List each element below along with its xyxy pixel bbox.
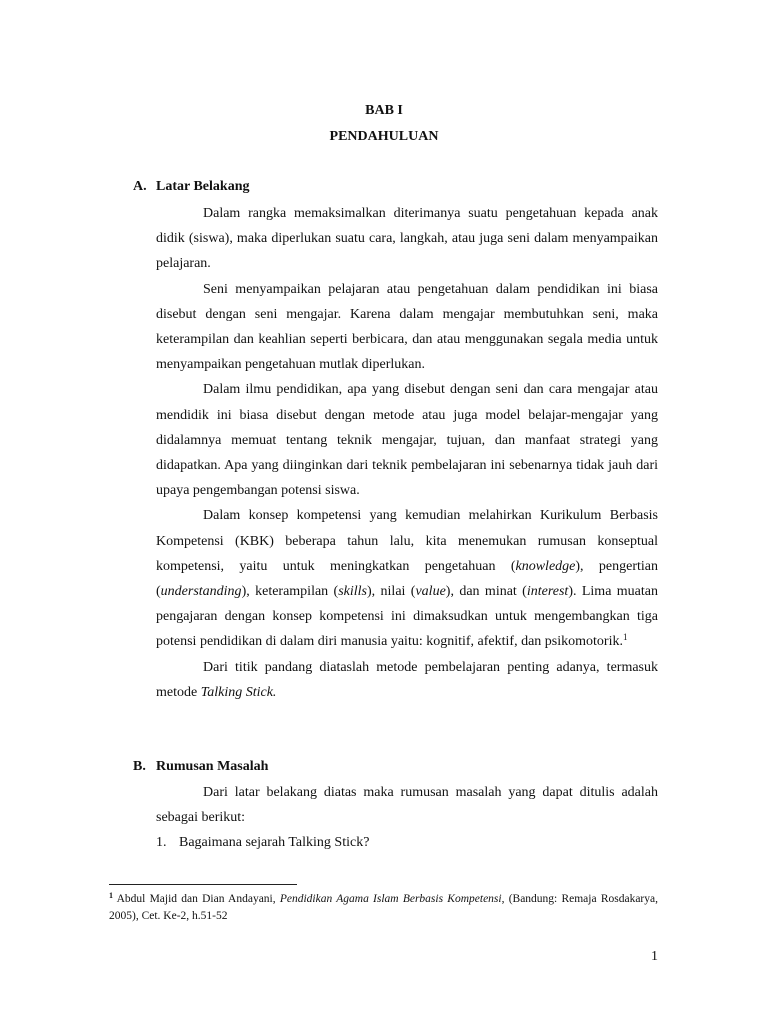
page-number: 1 bbox=[651, 949, 658, 964]
list-item bbox=[156, 830, 658, 855]
italic-term: understanding bbox=[160, 584, 242, 600]
section-a-body bbox=[156, 201, 658, 705]
text-run: Dalam konsep kompetensi yang kemudian melahirkan Kurikulum Berbasis Kompetensi (KBK) beberapa tahun lalu, kita menemukan rumusan konseptual kompetensi, yaitu untuk meningkatkan pengetahuan ( bbox=[156, 508, 658, 574]
list-number: 1. bbox=[156, 835, 167, 851]
italic-title: Pendidikan Agama Islam Berbasis Kompetensi bbox=[279, 893, 502, 905]
italic-term: interest bbox=[526, 584, 569, 600]
footnote-separator bbox=[109, 884, 297, 885]
text-run: ), pengertian ( bbox=[156, 558, 658, 600]
text-run: ), dan minat ( bbox=[445, 584, 527, 600]
section-heading-rumusan-masalah bbox=[133, 759, 268, 775]
text-run: , (Bandung: Remaja Rosdakarya, 2005), Cet. Ke-2, h.51-52 bbox=[109, 893, 658, 922]
italic-term: knowledge bbox=[515, 558, 576, 574]
list-text: Bagaimana sejarah Talking Stick? bbox=[179, 835, 370, 851]
paragraph-5 bbox=[156, 655, 658, 705]
footnote bbox=[109, 891, 658, 925]
paragraph-2: Seni menyampaikan pelajaran atau pengetahuan dalam pendidikan ini biasa disebut dengan seni mengajar. Karena dalam mengajar membutuhkan seni, maka keterampilan dan keahlian seperti berbicara, dan atau menggunakan segala media untuk menyampaikan pengetahuan mutlak diperlukan. bbox=[156, 281, 658, 373]
section-title: Rumusan Masalah bbox=[156, 759, 269, 774]
text-run: Dari titik pandang diataslah metode pembelajaran penting adanya, termasuk metode bbox=[156, 659, 658, 700]
section-letter: B. bbox=[133, 759, 146, 774]
italic-term: Talking Stick. bbox=[200, 684, 277, 700]
footnote-number: 1 bbox=[109, 891, 113, 900]
text-run: ). Lima muatan pengajaran dengan konsep kompetensi ini dimaksudkan untuk mengembangkan tiga potensi pendidikan di dalam diri manusia yaitu: kognitif, afektif, dan psikomotorik. bbox=[156, 584, 658, 650]
footnote-reference[interactable]: 1 bbox=[622, 632, 628, 643]
text-run: ), nilai ( bbox=[367, 584, 416, 600]
paragraph-4 bbox=[156, 503, 658, 654]
chapter-label: BAB I bbox=[365, 103, 403, 118]
paragraph-1: Dalam rangka memaksimalkan diterimanya suatu pengetahuan kepada anak didik (siswa), maka diperlukan suatu cara, langkah, atau juga seni dalam menyampaikan pelajaran. bbox=[156, 206, 658, 272]
italic-term: skills bbox=[338, 584, 367, 600]
paragraph-1: Dari latar belakang diatas maka rumusan masalah yang dapat ditulis adalah sebagai berikut: bbox=[156, 785, 658, 826]
italic-term: value bbox=[415, 584, 446, 600]
paragraph-3: Dalam ilmu pendidikan, apa yang disebut dengan seni dan cara mengajar atau mendidik ini biasa disebut dengan metode atau juga model belajar-mengajar yang didalamnya memuat tentang teknik mengajar, tujuan, dan manfaat strategi yang didapatkan. Apa yang diinginkan dari teknik pembelajaran ini sebenarnya tidak jauh dari upaya pengembangan potensi siswa. bbox=[156, 382, 658, 499]
text-run: ), keterampilan ( bbox=[241, 584, 339, 600]
section-title: Latar Belakang bbox=[156, 179, 250, 194]
section-b-body bbox=[156, 780, 658, 856]
text-run: Abdul Majid dan Dian Andayani, bbox=[113, 893, 280, 905]
section-heading-latar-belakang bbox=[133, 179, 249, 195]
chapter-title: PENDAHULUAN bbox=[329, 129, 439, 144]
section-letter: A. bbox=[133, 179, 147, 194]
